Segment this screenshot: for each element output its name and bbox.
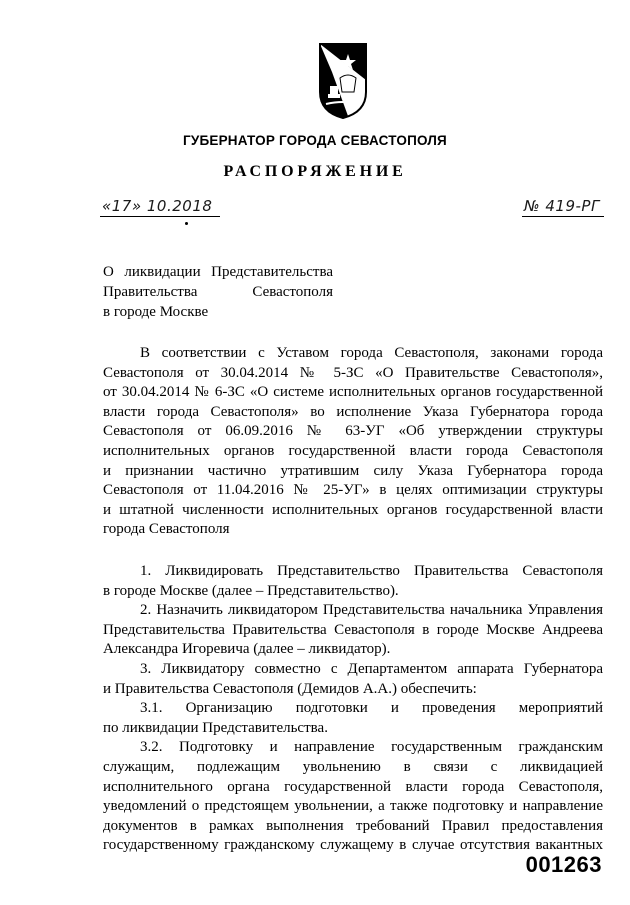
item-2-line: Александра Игоревича (далее – ликвидатор). <box>103 641 391 658</box>
text-line: исполнительных органов государственной власти города Севастополя <box>103 442 603 459</box>
order-items <box>103 562 603 856</box>
date-field <box>100 196 220 217</box>
item-3-2-line: государственному гражданскому служащему в случае отсутствия вакантных <box>103 837 603 854</box>
issuing-authority: ГУБЕРНАТОР ГОРОДА СЕВАСТОПОЛЯ <box>183 133 447 148</box>
item-2-line: 2. Назначить ликвидатором Представительства начальника Управления <box>140 602 603 619</box>
item-3-line: и Правительства Севастополя (Демидов А.А.) обеспечить: <box>103 680 477 697</box>
item-1-line: 1. Ликвидировать Представительство Правительства Севастополя <box>140 563 603 579</box>
sevastopol-coat-of-arms-icon <box>318 42 368 120</box>
handwritten-number: № 419-РГ <box>524 197 600 215</box>
item-3-2-line: 3.2. Подготовку и направление государственным гражданским <box>140 739 603 756</box>
subject-line: в городе Москве <box>103 304 209 320</box>
text-line: власти города Севастополя» во исполнение Указа Губернатора города <box>103 403 603 420</box>
text-line: и признании частично утратившим силу Указа Губернатора города <box>103 462 603 479</box>
text-line: от 30.04.2014 № 6-ЗС «О системе исполнительных органов государственной <box>103 384 603 401</box>
item-3-2-line: документов в рамках выполнения требований Правил предоставления <box>103 817 603 834</box>
item-3-2-line: служащим, подлежащим увольнению в связи с ликвидацией <box>103 758 603 775</box>
text-line: и штатной численности исполнительных органов государственной власти <box>103 501 603 518</box>
item-3-1-line: по ликвидации Представительства. <box>103 719 328 736</box>
item-3-1-line: 3.1. Организацию подготовки и проведения мероприятий <box>140 700 603 717</box>
preamble-paragraph <box>103 344 603 540</box>
document-type: РАСПОРЯЖЕНИЕ <box>223 163 407 180</box>
text-line: города Севастополя <box>103 521 230 538</box>
item-3-line: 3. Ликвидатору совместно с Департаментом аппарата Губернатора <box>140 660 603 677</box>
item-2-line: Представительства Правительства Севастополя в городе Москве Андреева <box>103 621 603 638</box>
handwritten-date: «17» 10.2018 <box>102 197 213 215</box>
subject-line: О ликвидации Представительства <box>103 264 333 280</box>
text-line: Севастополя от 06.09.2016 № 63-УГ «Об утверждении структуры <box>103 423 603 440</box>
item-3-2-line: исполнительного органа государственной власти города Севастополя, <box>103 778 603 795</box>
ink-dot <box>185 222 188 225</box>
item-1-line: в городе Москве (далее – Представительство). <box>103 582 399 599</box>
text-line: Севастополя от 30.04.2014 № 5-ЗС «О Правительстве Севастополя», <box>103 364 603 381</box>
subject-heading <box>103 262 333 322</box>
text-line: Севастополя от 11.04.2016 № 25-УГ» в целях оптимизации структуры <box>103 482 603 499</box>
item-3-2-line: уведомлений о предстоящем увольнении, а также подготовку и направление <box>103 798 603 815</box>
document-number-field <box>522 196 604 217</box>
subject-line: Правительства Севастополя <box>103 284 333 300</box>
text-line: В соответствии с Уставом города Севастополя, законами города <box>140 345 603 361</box>
document-serial-number: 001263 <box>525 852 602 877</box>
